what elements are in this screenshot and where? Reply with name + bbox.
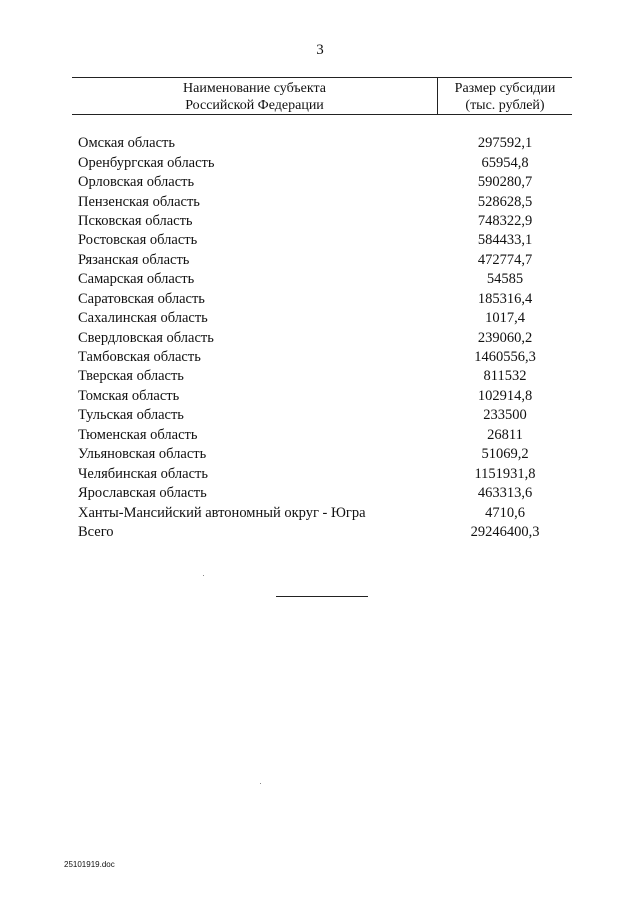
table-row bbox=[78, 309, 572, 328]
row-subject: Псковская область bbox=[78, 212, 193, 229]
table-row bbox=[78, 426, 572, 445]
header-subsidy-amount bbox=[438, 78, 572, 114]
header-subject-name bbox=[72, 78, 438, 114]
row-amount: 811532 bbox=[483, 368, 527, 385]
row-amount: 102914,8 bbox=[477, 387, 533, 404]
row-amount: 748322,9 bbox=[477, 212, 533, 229]
row-subject: Рязанская область bbox=[78, 251, 190, 268]
total-label: Всего bbox=[78, 523, 114, 540]
row-subject: Томская область bbox=[78, 387, 180, 404]
row-amount: 1460556,3 bbox=[474, 349, 536, 366]
scan-speck bbox=[203, 575, 204, 576]
table-row bbox=[78, 251, 572, 270]
row-subject: Тверская область bbox=[78, 368, 184, 385]
row-subject: Ростовская область bbox=[78, 232, 198, 249]
row-amount: 26811 bbox=[487, 426, 523, 443]
row-subject: Тульская область bbox=[78, 407, 184, 424]
document-id: 25101919.doc bbox=[64, 860, 115, 869]
table-row bbox=[78, 348, 572, 367]
table-row bbox=[78, 464, 572, 483]
table-row bbox=[78, 212, 572, 231]
table-row bbox=[78, 173, 572, 192]
header-subject-line2: Российской Федерации bbox=[185, 98, 324, 113]
total-amount: 29246400,3 bbox=[470, 523, 540, 540]
row-subject: Омская область bbox=[78, 135, 175, 152]
row-amount: 51069,2 bbox=[481, 446, 529, 463]
row-subject: Тамбовская область bbox=[78, 349, 201, 366]
header-subsidy-line2: (тыс. рублей) bbox=[465, 98, 545, 113]
end-of-table-rule bbox=[276, 596, 368, 597]
row-amount: 4710,6 bbox=[485, 504, 525, 521]
header-subject-line1: Наименование субъекта bbox=[183, 81, 326, 96]
row-subject: Орловская область bbox=[78, 174, 195, 191]
table-row bbox=[78, 367, 572, 386]
row-amount: 1017,4 bbox=[485, 310, 525, 327]
table-row bbox=[78, 134, 572, 153]
row-amount: 65954,8 bbox=[481, 154, 529, 171]
row-amount: 54585 bbox=[486, 271, 524, 288]
row-subject: Ульяновская область bbox=[78, 446, 207, 463]
row-subject: Сахалинская область bbox=[78, 310, 208, 327]
table-row bbox=[78, 328, 572, 347]
row-amount: 1151931,8 bbox=[474, 465, 536, 482]
table-row bbox=[78, 192, 572, 211]
table-row bbox=[78, 270, 572, 289]
row-amount: 239060,2 bbox=[477, 329, 533, 346]
row-amount: 584433,1 bbox=[477, 232, 533, 249]
table-row bbox=[78, 387, 572, 406]
table-row bbox=[78, 484, 572, 503]
row-subject: Самарская область bbox=[78, 271, 195, 288]
page-number: 3 bbox=[316, 42, 324, 58]
table-row bbox=[78, 406, 572, 425]
row-subject: Тюменская область bbox=[78, 426, 198, 443]
table-row bbox=[78, 445, 572, 464]
row-amount: 590280,7 bbox=[477, 174, 533, 191]
header-subsidy-line1: Размер субсидии bbox=[454, 81, 556, 96]
row-amount: 185316,4 bbox=[477, 290, 533, 307]
row-subject: Свердловская область bbox=[78, 329, 214, 346]
row-amount: 472774,7 bbox=[477, 251, 533, 268]
table-header bbox=[72, 77, 572, 115]
table-row bbox=[78, 503, 572, 522]
row-amount: 528628,5 bbox=[477, 193, 533, 210]
row-amount: 233500 bbox=[483, 407, 527, 424]
row-subject: Челябинская область bbox=[78, 465, 208, 482]
row-subject: Оренбургская область bbox=[78, 154, 215, 171]
row-subject: Ханты-Мансийский автономный округ - Югра bbox=[78, 504, 366, 521]
scan-speck bbox=[260, 783, 261, 784]
row-subject: Саратовская область bbox=[78, 290, 205, 307]
table-row bbox=[78, 153, 572, 172]
table-row bbox=[78, 231, 572, 250]
table-row bbox=[78, 290, 572, 309]
total-row bbox=[78, 523, 572, 542]
row-amount: 463313,6 bbox=[477, 485, 533, 502]
table-body bbox=[78, 134, 572, 542]
row-amount: 297592,1 bbox=[477, 135, 533, 152]
row-subject: Ярославская область bbox=[78, 485, 207, 502]
row-subject: Пензенская область bbox=[78, 193, 200, 210]
